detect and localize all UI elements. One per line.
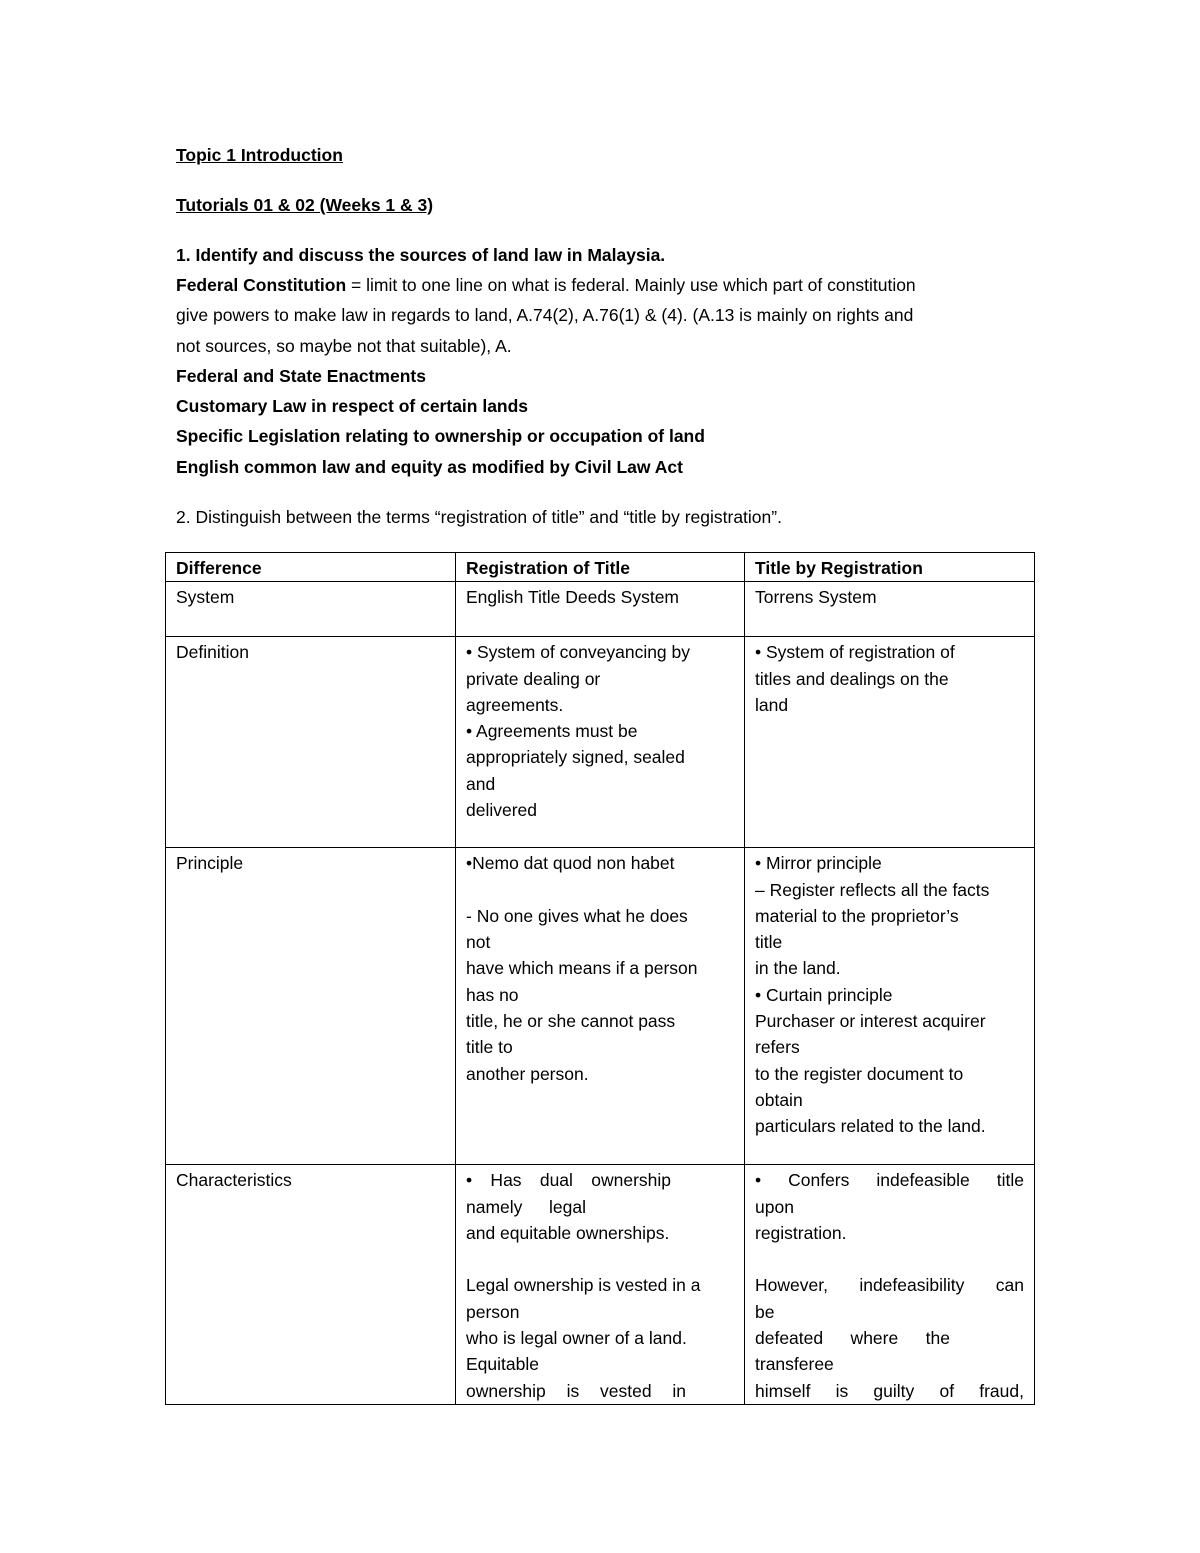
registration-of-title-cell — [456, 1165, 745, 1405]
federal-constitution-text: = limit to one line on what is federal. Mainly use which part of constitution — [346, 275, 916, 295]
cell-line: person — [466, 1301, 520, 1322]
cell-line: private dealing or — [466, 668, 601, 689]
federal-constitution-line-1 — [176, 270, 916, 300]
comparison-table — [165, 552, 1035, 1405]
cell-line: and equitable ownerships. — [466, 1222, 670, 1243]
cell-line: title, he or she cannot pass — [466, 1011, 676, 1032]
header-registration-of-title: Registration of Title — [456, 553, 745, 582]
source-item: English common law and equity as modified by Civil Law Act — [176, 457, 683, 477]
registration-of-title-cell — [456, 637, 745, 848]
cell-line: • System of registration of — [755, 642, 955, 663]
cell-line: • Confers indefeasible title — [755, 1170, 1024, 1191]
federal-constitution-label: Federal Constitution — [176, 275, 347, 295]
title-by-registration-cell — [745, 848, 1035, 1165]
question-2: 2. Distinguish between the terms “registration of title” and “title by registration”. — [176, 507, 782, 527]
cell-line: – Register reflects all the facts — [755, 879, 990, 900]
cell-line: has no — [466, 984, 519, 1005]
cell-line — [466, 877, 734, 903]
cell-line: transferee — [755, 1354, 834, 1375]
cell-line: •Nemo dat quod non habet — [466, 853, 675, 874]
cell-line — [755, 1246, 1024, 1272]
cell-line: English Title Deeds System — [466, 587, 680, 608]
cell-line: ownership is vested in — [466, 1380, 686, 1401]
title-by-registration-cell — [745, 582, 1035, 637]
cell-line: defeated where the — [755, 1328, 950, 1349]
cell-line: However, indefeasibility can — [755, 1275, 1024, 1296]
cell-line: particulars related to the land. — [755, 1116, 986, 1137]
cell-line: - No one gives what he does — [466, 905, 688, 926]
cell-line: • System of conveyancing by — [466, 642, 691, 663]
cell-line: Equitable — [466, 1354, 539, 1375]
table-row — [166, 637, 1035, 848]
tutorials-title: Tutorials 01 & 02 (Weeks 1 & 3) — [176, 195, 434, 215]
cell-line: title — [755, 932, 783, 953]
cell-line: who is legal owner of a land. — [466, 1328, 687, 1349]
federal-constitution-line-3: not sources, so maybe not that suitable), A. — [176, 336, 512, 356]
cell-line: himself is guilty of fraud, — [755, 1380, 1024, 1401]
cell-line: title to — [466, 1037, 513, 1058]
title-by-registration-cell — [745, 637, 1035, 848]
cell-line: • Mirror principle — [755, 853, 882, 874]
cell-line: obtain — [755, 1089, 803, 1110]
cell-line: registration. — [755, 1222, 847, 1243]
cell-line: appropriately signed, sealed — [466, 747, 685, 768]
cell-line: upon — [755, 1196, 794, 1217]
cell-line: • Has dual ownership — [466, 1170, 671, 1191]
row-label: System — [166, 582, 456, 637]
cell-line: refers — [755, 1037, 800, 1058]
cell-line: in the land. — [755, 958, 841, 979]
source-item: Federal and State Enactments — [176, 366, 426, 386]
table-row — [166, 582, 1035, 637]
row-label: Principle — [166, 848, 456, 1165]
question-1: 1. Identify and discuss the sources of land law in Malaysia. — [176, 245, 666, 265]
cell-line: not — [466, 932, 491, 953]
federal-constitution-line-2: give powers to make law in regards to land, A.74(2), A.76(1) & (4). (A.13 is mainly on rights and — [176, 305, 914, 325]
row-label: Definition — [166, 637, 456, 848]
cell-line: namely legal — [466, 1196, 586, 1217]
table-header-row — [166, 553, 1035, 582]
header-difference: Difference — [166, 553, 456, 582]
cell-line — [466, 1246, 734, 1272]
row-label: Characteristics — [166, 1165, 456, 1405]
table-row — [166, 1165, 1035, 1405]
topic-title: Topic 1 Introduction — [176, 145, 343, 165]
source-item: Customary Law in respect of certain lands — [176, 396, 529, 416]
cell-line: delivered — [466, 800, 538, 821]
title-by-registration-cell — [745, 1165, 1035, 1405]
cell-line: agreements. — [466, 694, 564, 715]
cell-line: have which means if a person — [466, 958, 698, 979]
registration-of-title-cell — [456, 582, 745, 637]
cell-line: another person. — [466, 1063, 589, 1084]
cell-line: • Agreements must be — [466, 721, 638, 742]
cell-line: and — [466, 773, 496, 794]
cell-line: • Curtain principle — [755, 984, 893, 1005]
cell-line: Legal ownership is vested in a — [466, 1275, 701, 1296]
cell-line: titles and dealings on the — [755, 668, 949, 689]
cell-line: be — [755, 1301, 775, 1322]
cell-line: Torrens System — [755, 587, 877, 608]
cell-line: to the register document to — [755, 1063, 964, 1084]
header-title-by-registration: Title by Registration — [745, 553, 1035, 582]
source-item: Specific Legislation relating to ownership or occupation of land — [176, 426, 705, 446]
cell-line: Purchaser or interest acquirer — [755, 1011, 986, 1032]
table-row — [166, 848, 1035, 1165]
registration-of-title-cell — [456, 848, 745, 1165]
cell-line: material to the proprietor’s — [755, 905, 959, 926]
cell-line: land — [755, 694, 789, 715]
